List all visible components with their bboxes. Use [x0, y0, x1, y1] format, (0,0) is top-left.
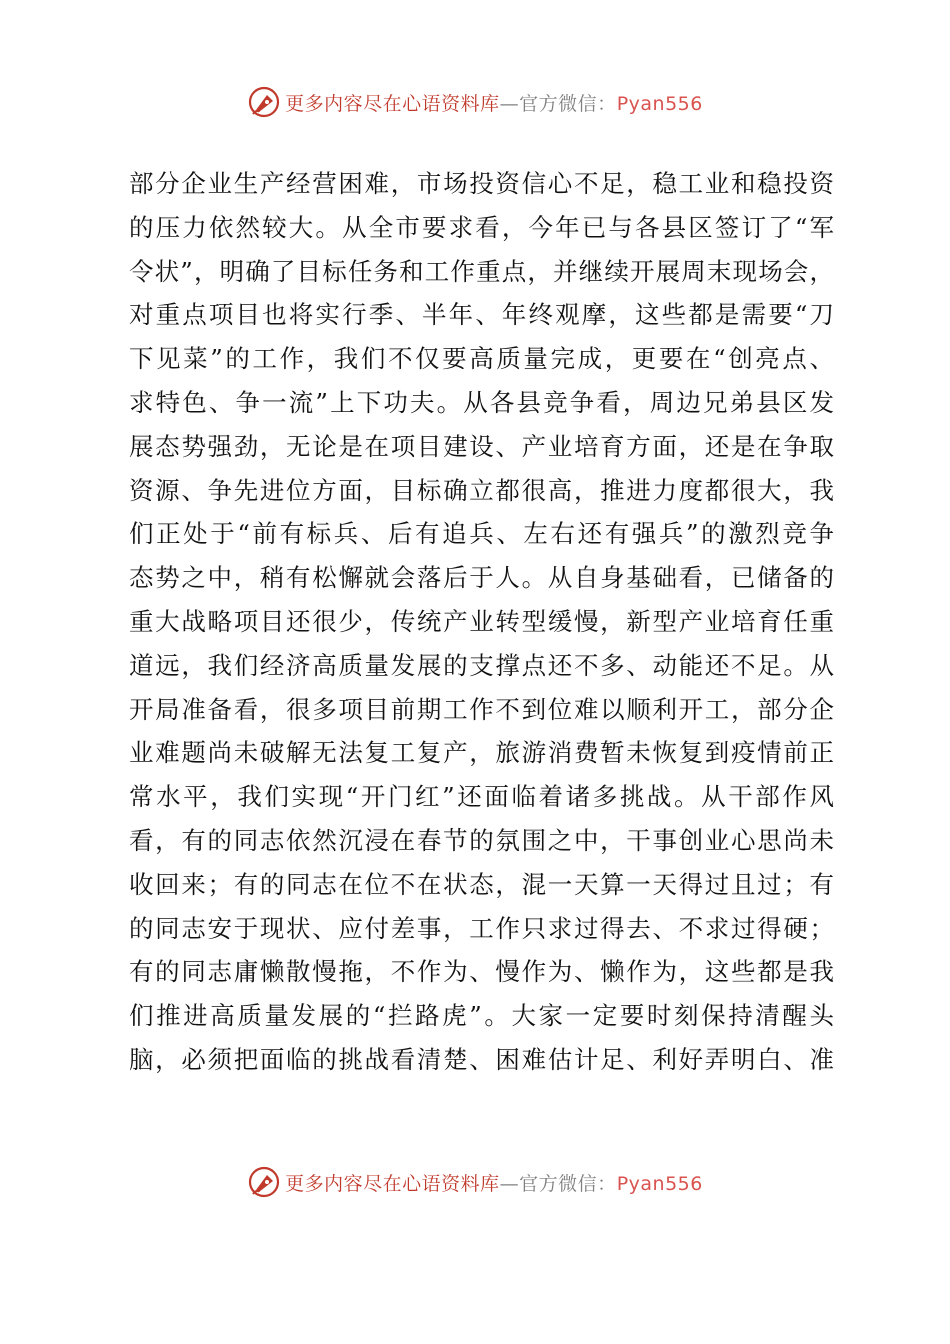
body-line: 有的同志庸懒散慢拖，不作为、慢作为、懒作为，这些都是我: [129, 957, 834, 987]
pen-nib-icon: [247, 85, 281, 119]
body-line: 道远，我们经济高质量发展的支撑点还不多、动能还不足。从: [129, 650, 834, 680]
body-line: 资源、争先进位方面，目标确立都很高，推进力度都很大，我: [129, 475, 834, 505]
body-line: 展态势强劲，无论是在项目建设、产业培育方面，还是在争取: [129, 431, 834, 461]
footer-wechat-label: 官方微信：: [519, 1172, 617, 1195]
pen-nib-icon: [247, 1165, 281, 1199]
header-site-name: 更多内容尽在心语资料库: [285, 92, 500, 115]
body-line: 业难题尚未破解无法复工复产，旅游消费暂未恢复到疫情前正: [129, 738, 834, 768]
footer-site-name: 更多内容尽在心语资料库: [285, 1172, 500, 1195]
body-line: 求特色、争一流”上下功夫。从各县竞争看，周边兄弟县区发: [129, 387, 834, 417]
body-line: 态势之中，稍有松懈就会落后于人。从自身基础看，已储备的: [129, 563, 834, 593]
body-line: 脑，必须把面临的挑战看清楚、困难估计足、利好弄明白、准: [129, 1044, 834, 1074]
body-line: 常水平，我们实现“开门红”还面临着诸多挑战。从干部作风: [129, 782, 834, 812]
body-line: 重大战略项目还很少，传统产业转型缓慢，新型产业培育任重: [129, 606, 834, 636]
footer-banner: [0, 1162, 950, 1202]
body-line: 的同志安于现状、应付差事，工作只求过得去、不求过得硬；: [129, 913, 834, 943]
header-banner: [0, 82, 950, 122]
body-line: 令状”，明确了目标任务和工作重点，并继续开展周末现场会，: [129, 256, 834, 286]
body-line: 们推进高质量发展的“拦路虎”。大家一定要时刻保持清醒头: [129, 1001, 834, 1031]
body-line: 部分企业生产经营困难，市场投资信心不足，稳工业和稳投资: [129, 169, 834, 198]
body-line: 对重点项目也将实行季、半年、年终观摩，这些都是需要“刀: [129, 300, 834, 330]
footer-wechat-id: Pyan556: [616, 1172, 703, 1195]
footer-dash: —: [499, 1172, 520, 1195]
body-line: 收回来；有的同志在位不在状态，混一天算一天得过且过；有: [129, 869, 834, 899]
body-line: 看，有的同志依然沉浸在春节的氛围之中，干事创业心思尚未: [129, 825, 834, 855]
body-line: 开局准备看，很多项目前期工作不到位难以顺利开工，部分企: [129, 694, 834, 724]
header-dash: —: [499, 92, 520, 115]
document-body: [129, 162, 834, 1082]
body-line: 下见菜”的工作，我们不仅要高质量完成，更要在“创亮点、: [129, 344, 834, 374]
header-wechat-label: 官方微信：: [519, 92, 617, 115]
header-wechat-id: Pyan556: [616, 92, 703, 115]
body-line: 们正处于“前有标兵、后有追兵、左右还有强兵”的激烈竞争: [129, 519, 834, 549]
body-line: 的压力依然较大。从全市要求看，今年已与各县区签订了“军: [129, 212, 834, 242]
